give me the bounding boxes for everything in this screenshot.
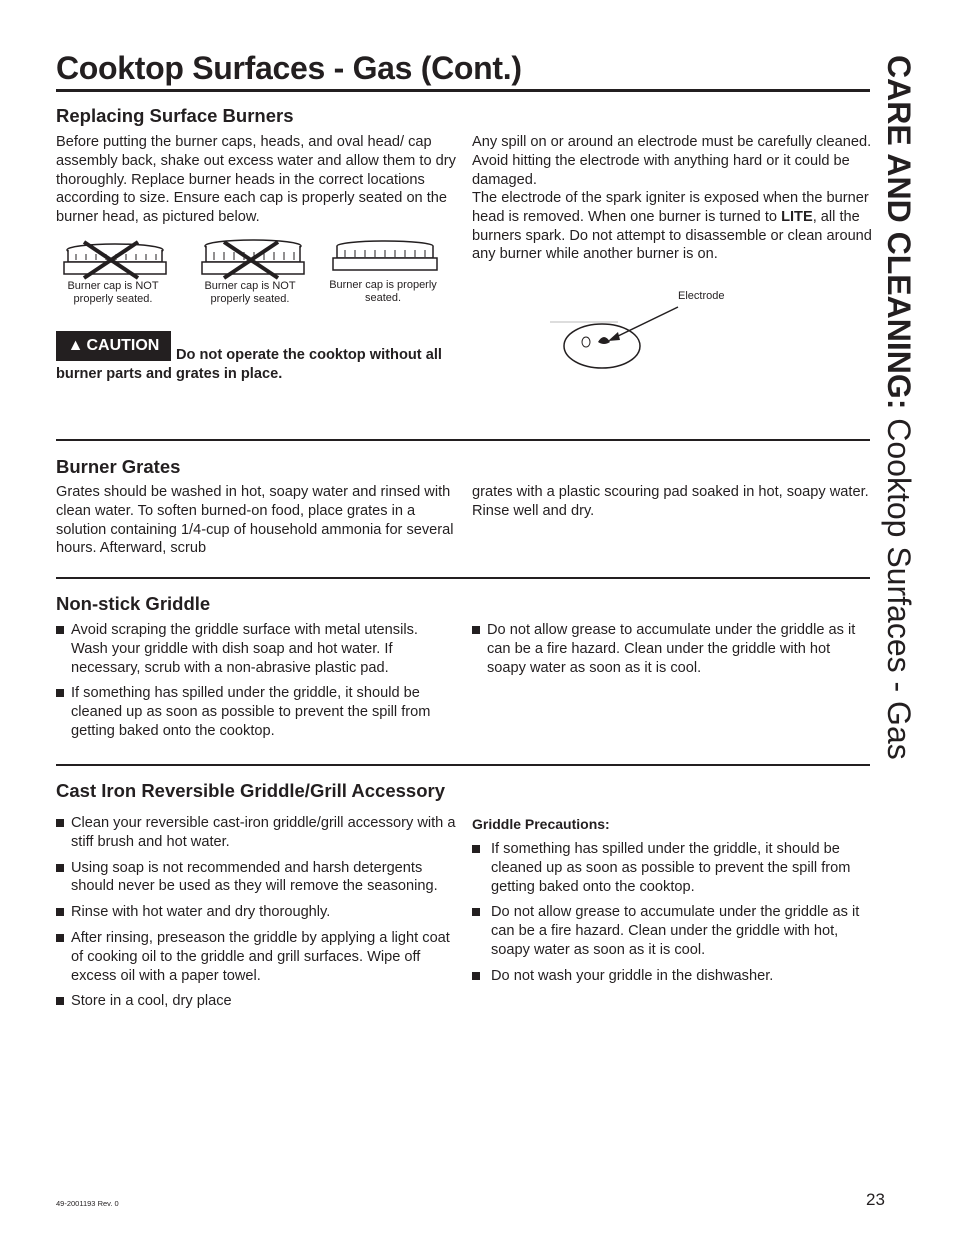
- replacing-left-text: Before putting the burner caps, heads, and oval head/ cap assembly back, shake out excess water and allow them to dry thoroughly. Replace burner heads in the correct locations according to size. Ensure each cap is properly seated on the burner head, as pictured below.: [56, 134, 456, 226]
- castiron-left-list: [56, 814, 458, 1018]
- title-rule: [56, 89, 870, 92]
- griddle-heading: Non-stick Griddle: [56, 593, 211, 614]
- list-item: If something has spilled under the griddle, it should be cleaned up as soon as possible to prevent the spill from getting baked onto the cooktop.: [56, 684, 458, 740]
- castiron-right-list: [472, 840, 872, 993]
- caution-text: Do not operate the cooktop without all burner parts and grates in place.: [56, 347, 442, 382]
- list-item: After rinsing, preseason the griddle by applying a light coat of cooking oil to the griddle and grill surfaces. Wipe off excess oil with a paper towel.: [56, 929, 458, 985]
- burner-cap-incorrect-2-illustration: [198, 238, 308, 280]
- list-item: Rinse with hot water and dry thoroughly.: [56, 903, 458, 922]
- griddle-left-list: [56, 621, 458, 748]
- precautions-heading: Griddle Precautions:: [472, 816, 610, 832]
- list-item: Do not allow grease to accumulate under the griddle as it can be a fire hazard. Clean under the griddle with hot, soapy water as soon as it is cool.: [472, 903, 872, 959]
- section-rule-2: [56, 577, 870, 579]
- replacing-heading: Replacing Surface Burners: [56, 105, 294, 126]
- griddle-right-list: [472, 621, 872, 684]
- electrode-label: Electrode: [678, 290, 725, 302]
- electrode-illustration: [548, 300, 728, 372]
- list-item: Using soap is not recommended and harsh detergents should never be used as they will remove the seasoning.: [56, 859, 458, 897]
- burner-caption-2: Burner cap is NOT properly seated.: [204, 280, 296, 305]
- page-title: Cooktop Surfaces - Gas (Cont.): [56, 50, 522, 86]
- burner-caption-1: Burner cap is NOT properly seated.: [67, 280, 159, 305]
- section-rule-3: [56, 764, 870, 766]
- warning-icon: ▲: [67, 337, 84, 354]
- sidebar-bold: CARE AND CLEANING:: [881, 55, 917, 410]
- list-item: If something has spilled under the griddle, it should be cleaned up as soon as possible to prevent the spill from getting baked onto the cooktop.: [472, 840, 872, 896]
- burner-cap-correct-illustration: [330, 238, 440, 276]
- document-number: 49-2001193 Rev. 0: [56, 1199, 119, 1208]
- grates-right-text: grates with a plastic scouring pad soaked in hot, soapy water. Rinse well and dry.: [472, 484, 869, 519]
- burner-cap-incorrect-1-illustration: [60, 238, 170, 280]
- replacing-right-text-1: Any spill on or around an electrode must be carefully cleaned. Avoid hitting the electrode with anything hard or it could be damaged.: [472, 134, 872, 188]
- list-item: Avoid scraping the griddle surface with metal utensils. Wash your griddle with dish soap and hot water. If necessary, scrub with a non-abrasive plastic pad.: [56, 621, 458, 677]
- caution-badge: ▲ CAUTION: [56, 331, 171, 361]
- replacing-right-text-2: The electrode of the spark igniter is exposed when the burner head is removed. When one burner is turned to LITE, all the burners spark. Do not attempt to disassemble or clean around any burner while another burner is on.: [472, 190, 872, 263]
- list-item: Do not allow grease to accumulate under the griddle as it can be a fire hazard. Clean under the griddle with hot soapy water as soon as it is cool.: [472, 621, 872, 677]
- burner-caption-3: Burner cap is properly seated.: [329, 279, 437, 304]
- section-sidebar: [876, 55, 922, 760]
- castiron-heading: Cast Iron Reversible Griddle/Grill Accessory: [56, 780, 445, 801]
- sidebar-normal: Cooktop Surfaces - Gas: [881, 409, 917, 760]
- page-number: 23: [866, 1190, 885, 1209]
- section-rule-1: [56, 439, 870, 441]
- list-item: Store in a cool, dry place: [56, 992, 458, 1011]
- grates-heading: Burner Grates: [56, 456, 181, 477]
- list-item: Do not wash your griddle in the dishwasher.: [472, 967, 872, 986]
- grates-left-text: Grates should be washed in hot, soapy water and rinsed with clean water. To soften burned-on food, place grates in a solution containing 1/4-cup of household ammonia for several hours. Afterward, scrub: [56, 484, 454, 557]
- list-item: Clean your reversible cast-iron griddle/grill accessory with a stiff brush and hot water.: [56, 814, 458, 852]
